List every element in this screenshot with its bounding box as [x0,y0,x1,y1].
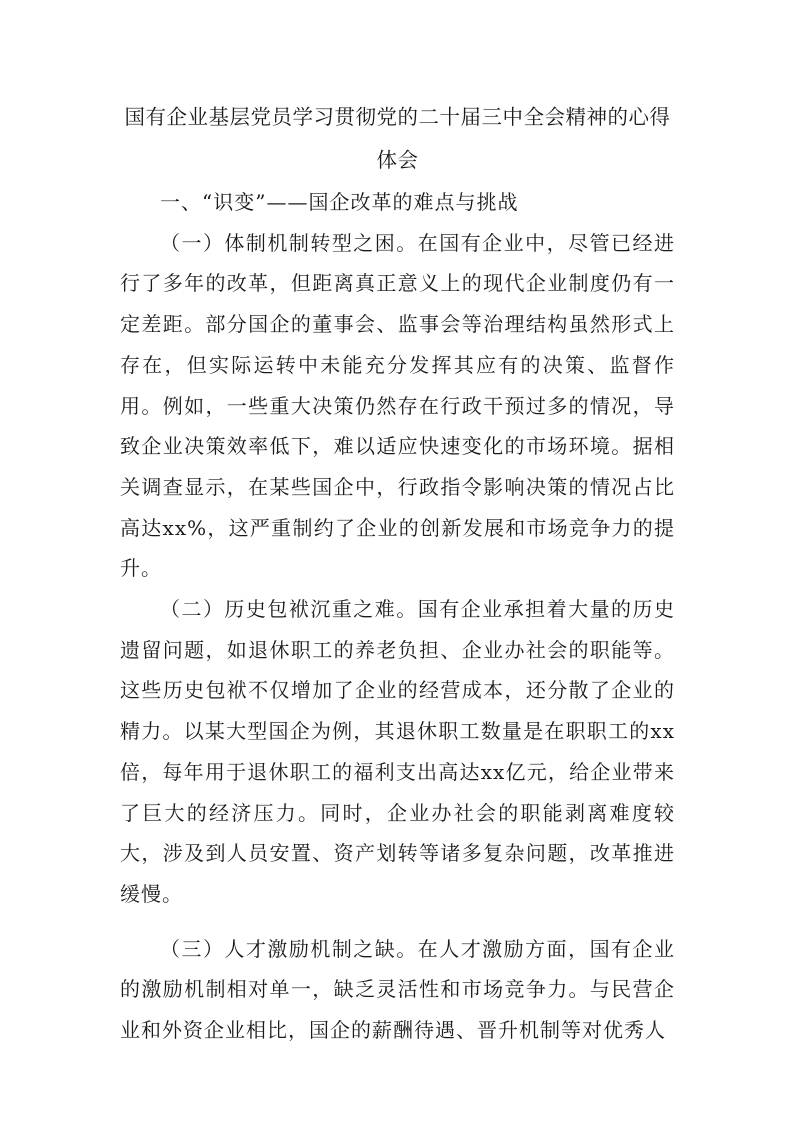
paragraph-1: （一）体制机制转型之困。在国有企业中，尽管已经进行了多年的改革，但距离真正意义上的现代企业制度仍有一定差距。部分国企的董事会、监事会等治理结构虽然形式上存在，但实际运转中未能充分发挥其应有的决策、监督作用。例如，一些重大决策仍然存在行政干预过多的情况，导致企业决策效率低下，难以适应快速变化的市场环境。据相关调查显示，在某些国企中，行政指令影响决策的情况占比高达xx%，这严重制约了企业的创新发展和市场竞争力的提升。 [120,230,675,581]
section-heading: 一、“识变”——国企改革的难点与挑战 [160,190,519,214]
paragraph-2: （二）历史包袱沉重之难。国有企业承担着大量的历史遗留问题，如退休职工的养老负担、企业办社会的职能等。这些历史包袱不仅增加了企业的经营成本，还分散了企业的精力。以某大型国企为例，其退休职工数量是在职职工的xx倍，每年用于退休职工的福利支出高达xx亿元，给企业带来了巨大的经济压力。同时，企业办社会的职能剥离难度较大，涉及到人员安置、资产划转等诸多复杂问题，改革推进缓慢。 [120,597,675,906]
paragraph-3: （三）人才激励机制之缺。在人才激励方面，国有企业的激励机制相对单一，缺乏灵活性和市场竞争力。与民营企业和外资企业相比，国企的薪酬待遇、晋升机制等对优秀人 [120,936,675,1043]
document-title: 国有企业基层党员学习贯彻党的二十届三中全会精神的心得体会 [124,105,671,172]
document-page [120,96,675,1051]
